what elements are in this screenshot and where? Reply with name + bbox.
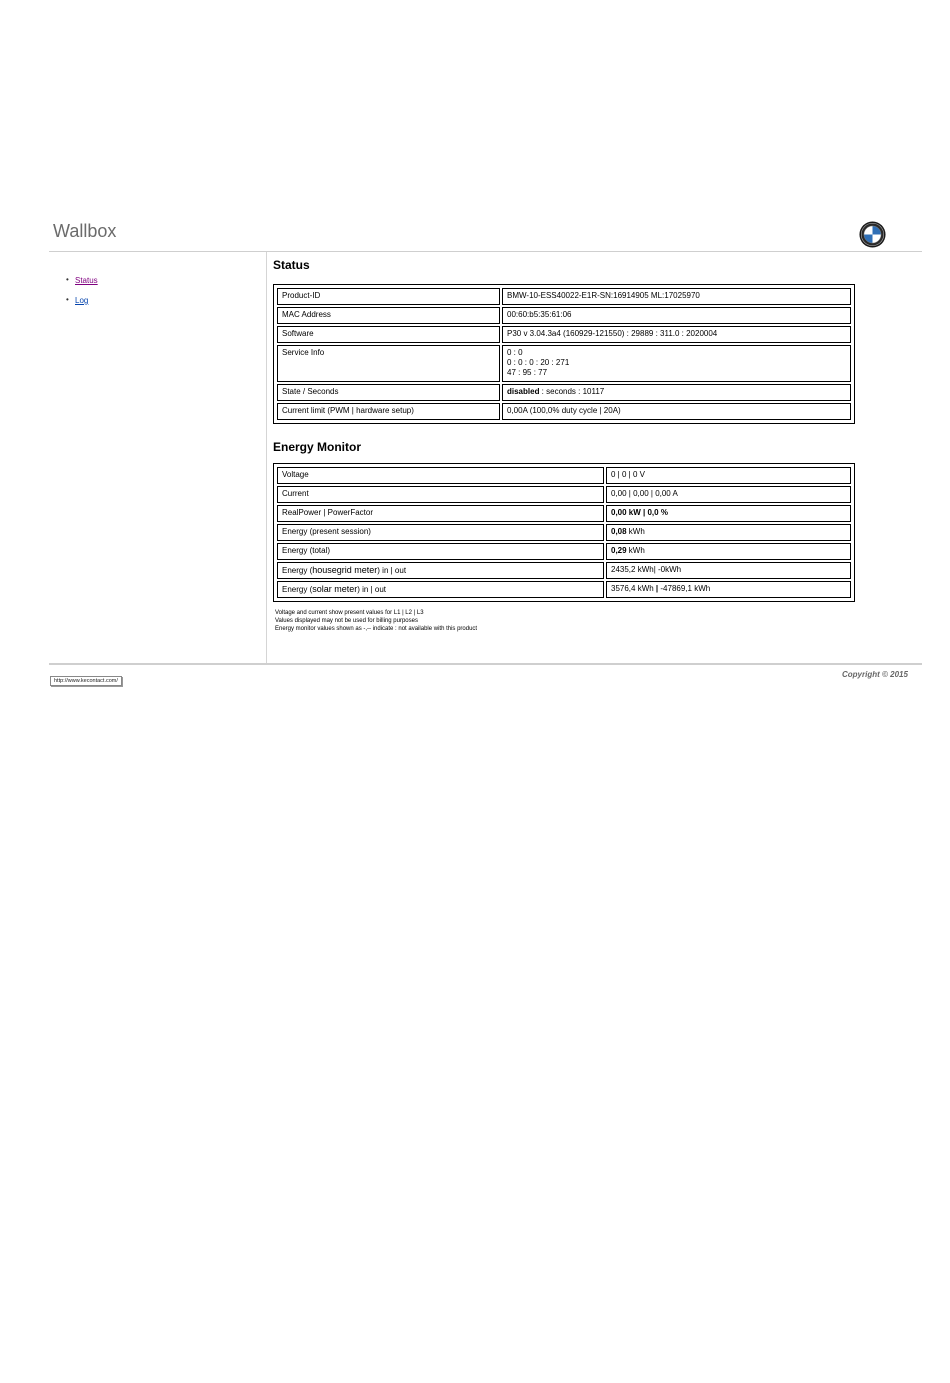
header-divider [49,251,922,252]
housegrid-suffix: ) [377,566,383,575]
state-seconds-label: State / Seconds [277,384,500,401]
table-row [277,288,851,305]
note-line: Voltage and current show present values for L1 | L2 | L3 [275,610,424,616]
state-value: disabled [507,387,540,396]
note-line: Values displayed may not be used for billing purposes [275,618,418,624]
energy-notes [275,609,477,633]
solar-prefix: Energy ( [282,585,313,594]
current-label: Current [277,486,604,503]
energy-total-label: Energy (total) [277,543,604,560]
voltage-value: 0 | 0 | 0 V [606,467,851,484]
table-row [277,505,851,522]
housegrid-in-out: in | out [382,566,407,575]
table-row [277,384,851,401]
housegrid-prefix: Energy ( [282,566,313,575]
table-row [277,562,851,579]
seconds-value: : seconds : 10117 [539,387,605,396]
solar-separator: | [655,584,659,593]
nav-link-log[interactable]: Log [75,296,89,305]
energy-monitor-table [273,463,855,602]
energy-total-number: 0,29 [611,546,627,555]
energy-total-value [606,543,851,560]
realpower-label: RealPower | PowerFactor [277,505,604,522]
product-id-label: Product-ID [277,288,500,305]
sidebar-nav [66,276,98,316]
status-bar-url: http://www.kecontact.com/ [50,676,122,686]
energy-session-label: Energy (present session) [277,524,604,541]
note-line: Energy monitor values shown as -,-- indicate : not available with this product [275,626,478,632]
energy-session-unit: kWh [626,527,645,536]
table-row [277,467,851,484]
solar-in-out: in | out [362,585,387,594]
solar-out-value: -47869,1 kWh [658,584,711,593]
software-value: P30 v 3.04.3a4 (160929-121550) : 29889 : 311.0 : 2020004 [502,326,851,343]
service-info-line: 0 : 0 : 0 : 20 : 271 [507,358,570,367]
housegrid-name: housegrid meter [312,565,378,575]
current-limit-label: Current limit (PWM | hardware setup) [277,403,500,420]
solar-label [277,581,604,598]
realpower-bold: 0,00 kW | 0,0 % [611,508,668,517]
service-info-line: 47 : 95 : 77 [507,368,548,377]
nav-item-log [66,296,98,316]
copyright-text: Copyright © 2015 [842,670,908,679]
current-value: 0,00 | 0,00 | 0,00 A [606,486,851,503]
software-label: Software [277,326,500,343]
energy-total-unit: kWh [626,546,645,555]
solar-suffix: ) [357,585,363,594]
service-info-value [502,345,851,382]
table-row [277,581,851,598]
nav-link-status[interactable]: Status [75,276,98,285]
status-table [273,284,855,424]
table-row [277,403,851,420]
app-title: Wallbox [53,221,117,241]
footer-divider [49,663,922,665]
energy-session-value [606,524,851,541]
service-info-line: 0 : 0 [507,348,523,357]
realpower-value [606,505,851,522]
sidebar-divider [266,252,267,663]
energy-monitor-heading: Energy Monitor [273,440,362,454]
mac-address-label: MAC Address [277,307,500,324]
solar-name: solar meter [312,584,358,594]
table-row [277,345,851,382]
product-id-value: BMW-10-ESS40022-E1R-SN:16914905 ML:17025970 [502,288,851,305]
state-seconds-value [502,384,851,401]
table-row [277,524,851,541]
current-limit-value: 0,00A (100,0% duty cycle | 20A) [502,403,851,420]
housegrid-label [277,562,604,579]
voltage-label: Voltage [277,467,604,484]
table-row [277,307,851,324]
energy-session-number: 0,08 [611,527,627,536]
solar-value [606,581,851,598]
table-row [277,486,851,503]
service-info-label: Service Info [277,345,500,382]
table-row [277,326,851,343]
mac-address-value: 00:60:b5:35:61:06 [502,307,851,324]
nav-item-status [66,276,98,296]
table-row [277,543,851,560]
bmw-roundel-icon [859,221,886,248]
status-heading: Status [273,258,310,272]
solar-in-value: 3576,4 kWh [611,584,656,593]
housegrid-value: 2435,2 kWh| -0kWh [606,562,851,579]
